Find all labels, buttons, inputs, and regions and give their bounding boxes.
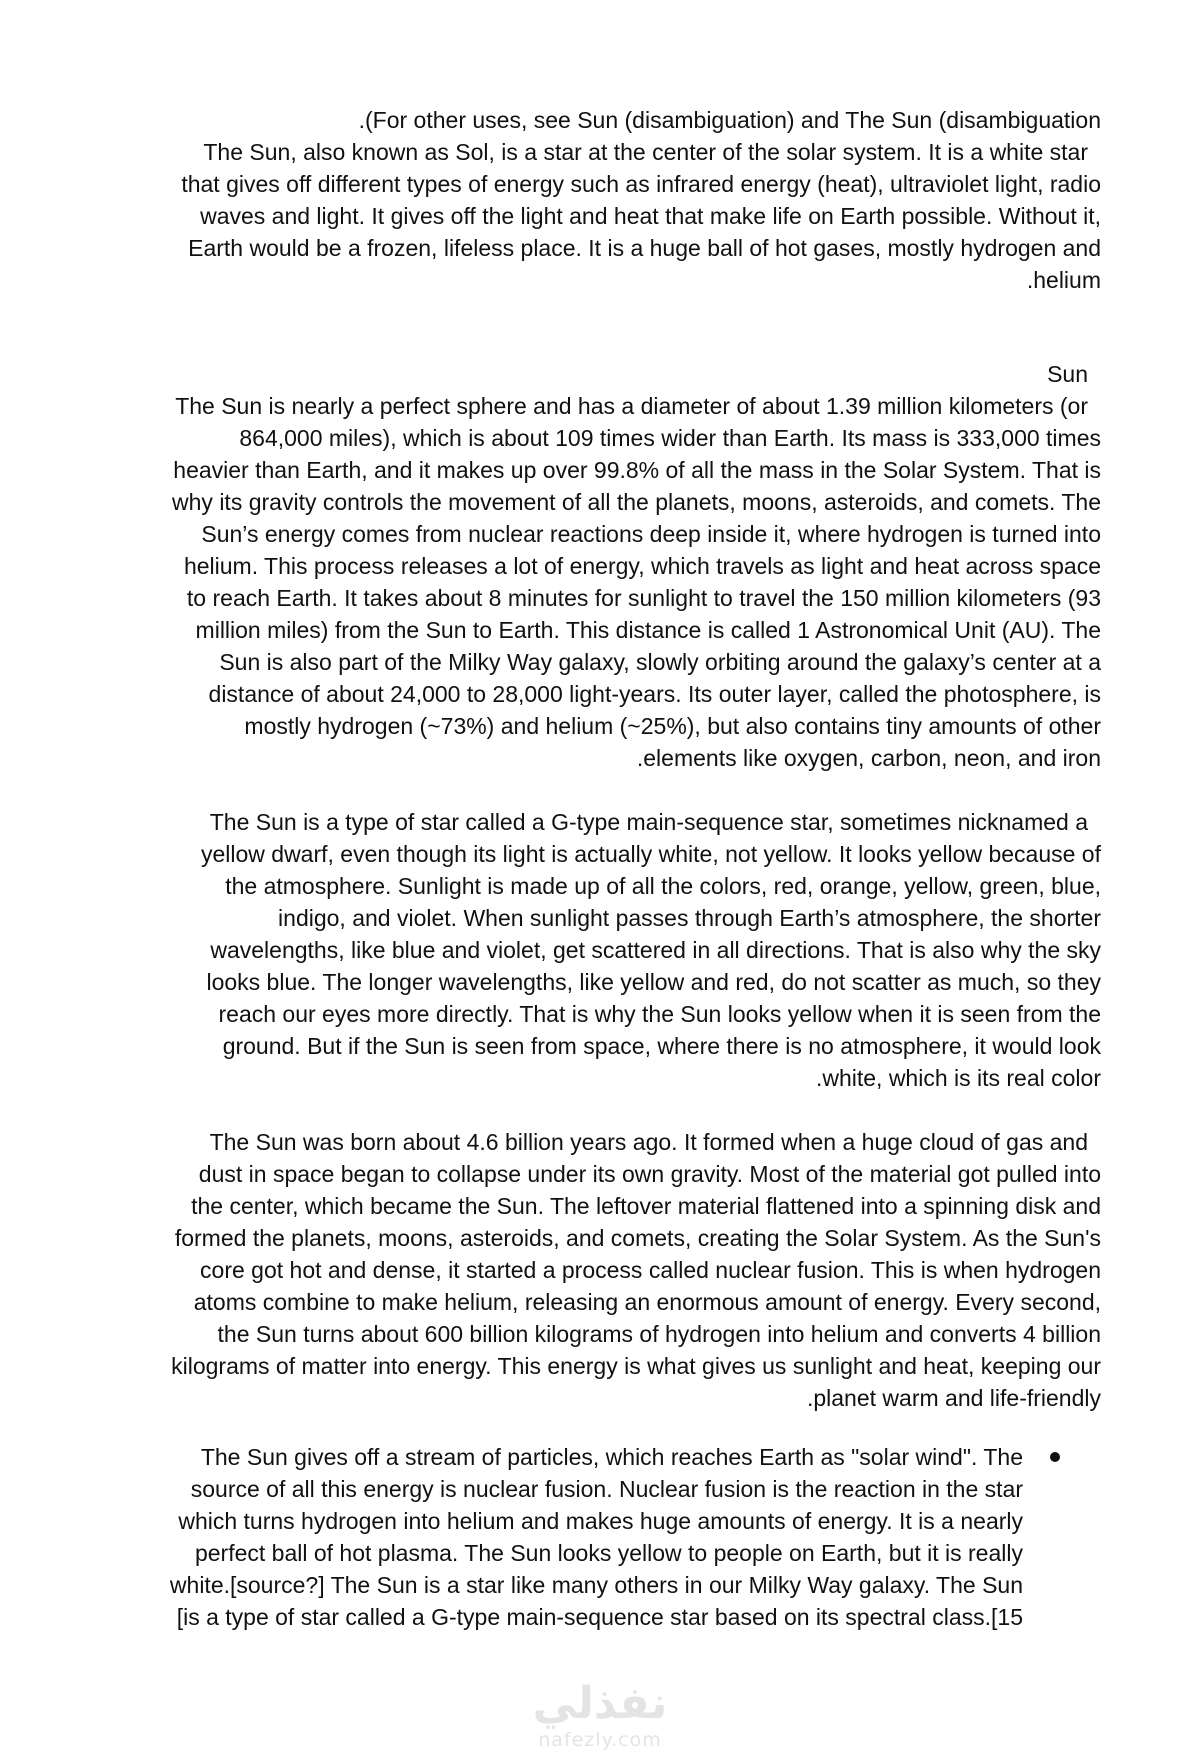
paragraph-line: looks blue. The longer wavelengths, like yellow and red, do not scatter as much, so they (206, 969, 1101, 995)
bullet-line: white.[source?] The Sun is a star like many others in our Milky Way galaxy. The Sun (169, 1572, 1023, 1598)
bullet-line: [is a type of star called a G-type main-sequence star based on its spectral class.[15 (176, 1604, 1023, 1630)
paragraph-line: Sun’s energy comes from nuclear reactions deep inside it, where hydrogen is turned into (201, 521, 1101, 547)
paragraph-line: helium. This process releases a lot of energy, which travels as light and heat across space (183, 553, 1101, 579)
paragraph-line: .planet warm and life-friendly (806, 1385, 1101, 1411)
section-heading: Sun (1047, 361, 1088, 387)
watermark-logo (520, 1680, 680, 1760)
paragraph-line: wavelengths, like blue and violet, get scattered in all directions. That is also why the sky (210, 937, 1101, 963)
paragraph-line: distance of about 24,000 to 28,000 light-years. Its outer layer, called the photosphere, is (208, 681, 1101, 707)
paragraph-line: the atmosphere. Sunlight is made up of all the colors, red, orange, yellow, green, blue, (225, 873, 1101, 899)
paragraph-line: million miles) from the Sun to Earth. This distance is called 1 Astronomical Unit (AU). The (195, 617, 1101, 643)
paragraph-line: atoms combine to make helium, releasing an enormous amount of energy. Every second, (193, 1289, 1101, 1315)
paragraph-line: heavier than Earth, and it makes up over 99.8% of all the mass in the Solar System. That is (173, 457, 1101, 483)
paragraph-line: The Sun is a type of star called a G-type main-sequence star, sometimes nicknamed a (209, 809, 1088, 835)
paragraph-line: mostly hydrogen (~73%) and helium (~25%), but also contains tiny amounts of other (244, 713, 1101, 739)
watermark-text: nafezly.com (538, 1729, 662, 1751)
paragraph-line: reach our eyes more directly. That is why the Sun looks yellow when it is seen from the (218, 1001, 1101, 1027)
paragraph-line: why its gravity controls the movement of all the planets, moons, asteroids, and comets. The (172, 489, 1101, 515)
paragraph-line: 864,000 miles), which is about 109 times wider than Earth. Its mass is 333,000 times (239, 425, 1101, 451)
paragraph-line: yellow dwarf, even though its light is actually white, not yellow. It looks yellow because of (200, 841, 1101, 867)
paragraph-line: kilograms of matter into energy. This energy is what gives us sunlight and heat, keeping our (171, 1353, 1101, 1379)
bullet-line: which turns hydrogen into helium and makes huge amounts of energy. It is a nearly (178, 1508, 1023, 1534)
intro-line: .helium (1026, 267, 1101, 293)
intro-line: .(For other uses, see Sun (disambiguation) and The Sun (disambiguation (358, 107, 1101, 133)
intro-line: waves and light. It gives off the light and heat that make life on Earth possible. Without it, (200, 203, 1101, 229)
bullet-line: perfect ball of hot plasma. The Sun looks yellow to people on Earth, but it is really (194, 1540, 1023, 1566)
paragraph-line: formed the planets, moons, asteroids, and comets, creating the Solar System. As the Sun's (174, 1225, 1101, 1251)
paragraph-line: core got hot and dense, it started a process called nuclear fusion. This is when hydrogen (200, 1257, 1101, 1283)
paragraph-line: indigo, and violet. When sunlight passes through Earth’s atmosphere, the shorter (278, 905, 1101, 931)
paragraph-line: dust in space began to collapse under its own gravity. Most of the material got pulled into (198, 1161, 1101, 1187)
intro-line: Earth would be a frozen, lifeless place. It is a huge ball of hot gases, mostly hydrogen and (188, 235, 1101, 261)
bullet-line: The Sun gives off a stream of particles, which reaches Earth as "solar wind". The (200, 1444, 1023, 1470)
paragraph-line: Sun is also part of the Milky Way galaxy, slowly orbiting around the galaxy’s center at a (219, 649, 1101, 675)
paragraph-line: .elements like oxygen, carbon, neon, and iron (636, 745, 1101, 771)
intro-line: The Sun, also known as Sol, is a star at the center of the solar system. It is a white star (203, 139, 1088, 165)
paragraph-line: The Sun was born about 4.6 billion years ago. It formed when a huge cloud of gas and (209, 1129, 1088, 1155)
paragraph-line: ground. But if the Sun is seen from space, where there is no atmosphere, it would look (222, 1033, 1101, 1059)
paragraph-line: .white, which is its real color (815, 1065, 1101, 1091)
bullet-icon (1050, 1452, 1060, 1462)
watermark-mark: نفذلي (532, 1678, 668, 1729)
paragraph-line: the center, which became the Sun. The leftover material flattened into a spinning disk and (191, 1193, 1101, 1219)
bullet-line: source of all this energy is nuclear fusion. Nuclear fusion is the reaction in the star (190, 1476, 1023, 1502)
paragraph-line: to reach Earth. It takes about 8 minutes for sunlight to travel the 150 million kilometers (93 (186, 585, 1101, 611)
paragraph-line: the Sun turns about 600 billion kilograms of hydrogen into helium and converts 4 billion (217, 1321, 1101, 1347)
paragraph-line: The Sun is nearly a perfect sphere and has a diameter of about 1.39 million kilometers (or (175, 393, 1088, 419)
intro-line: that gives off different types of energy such as infrared energy (heat), ultraviolet light, radio (181, 171, 1101, 197)
